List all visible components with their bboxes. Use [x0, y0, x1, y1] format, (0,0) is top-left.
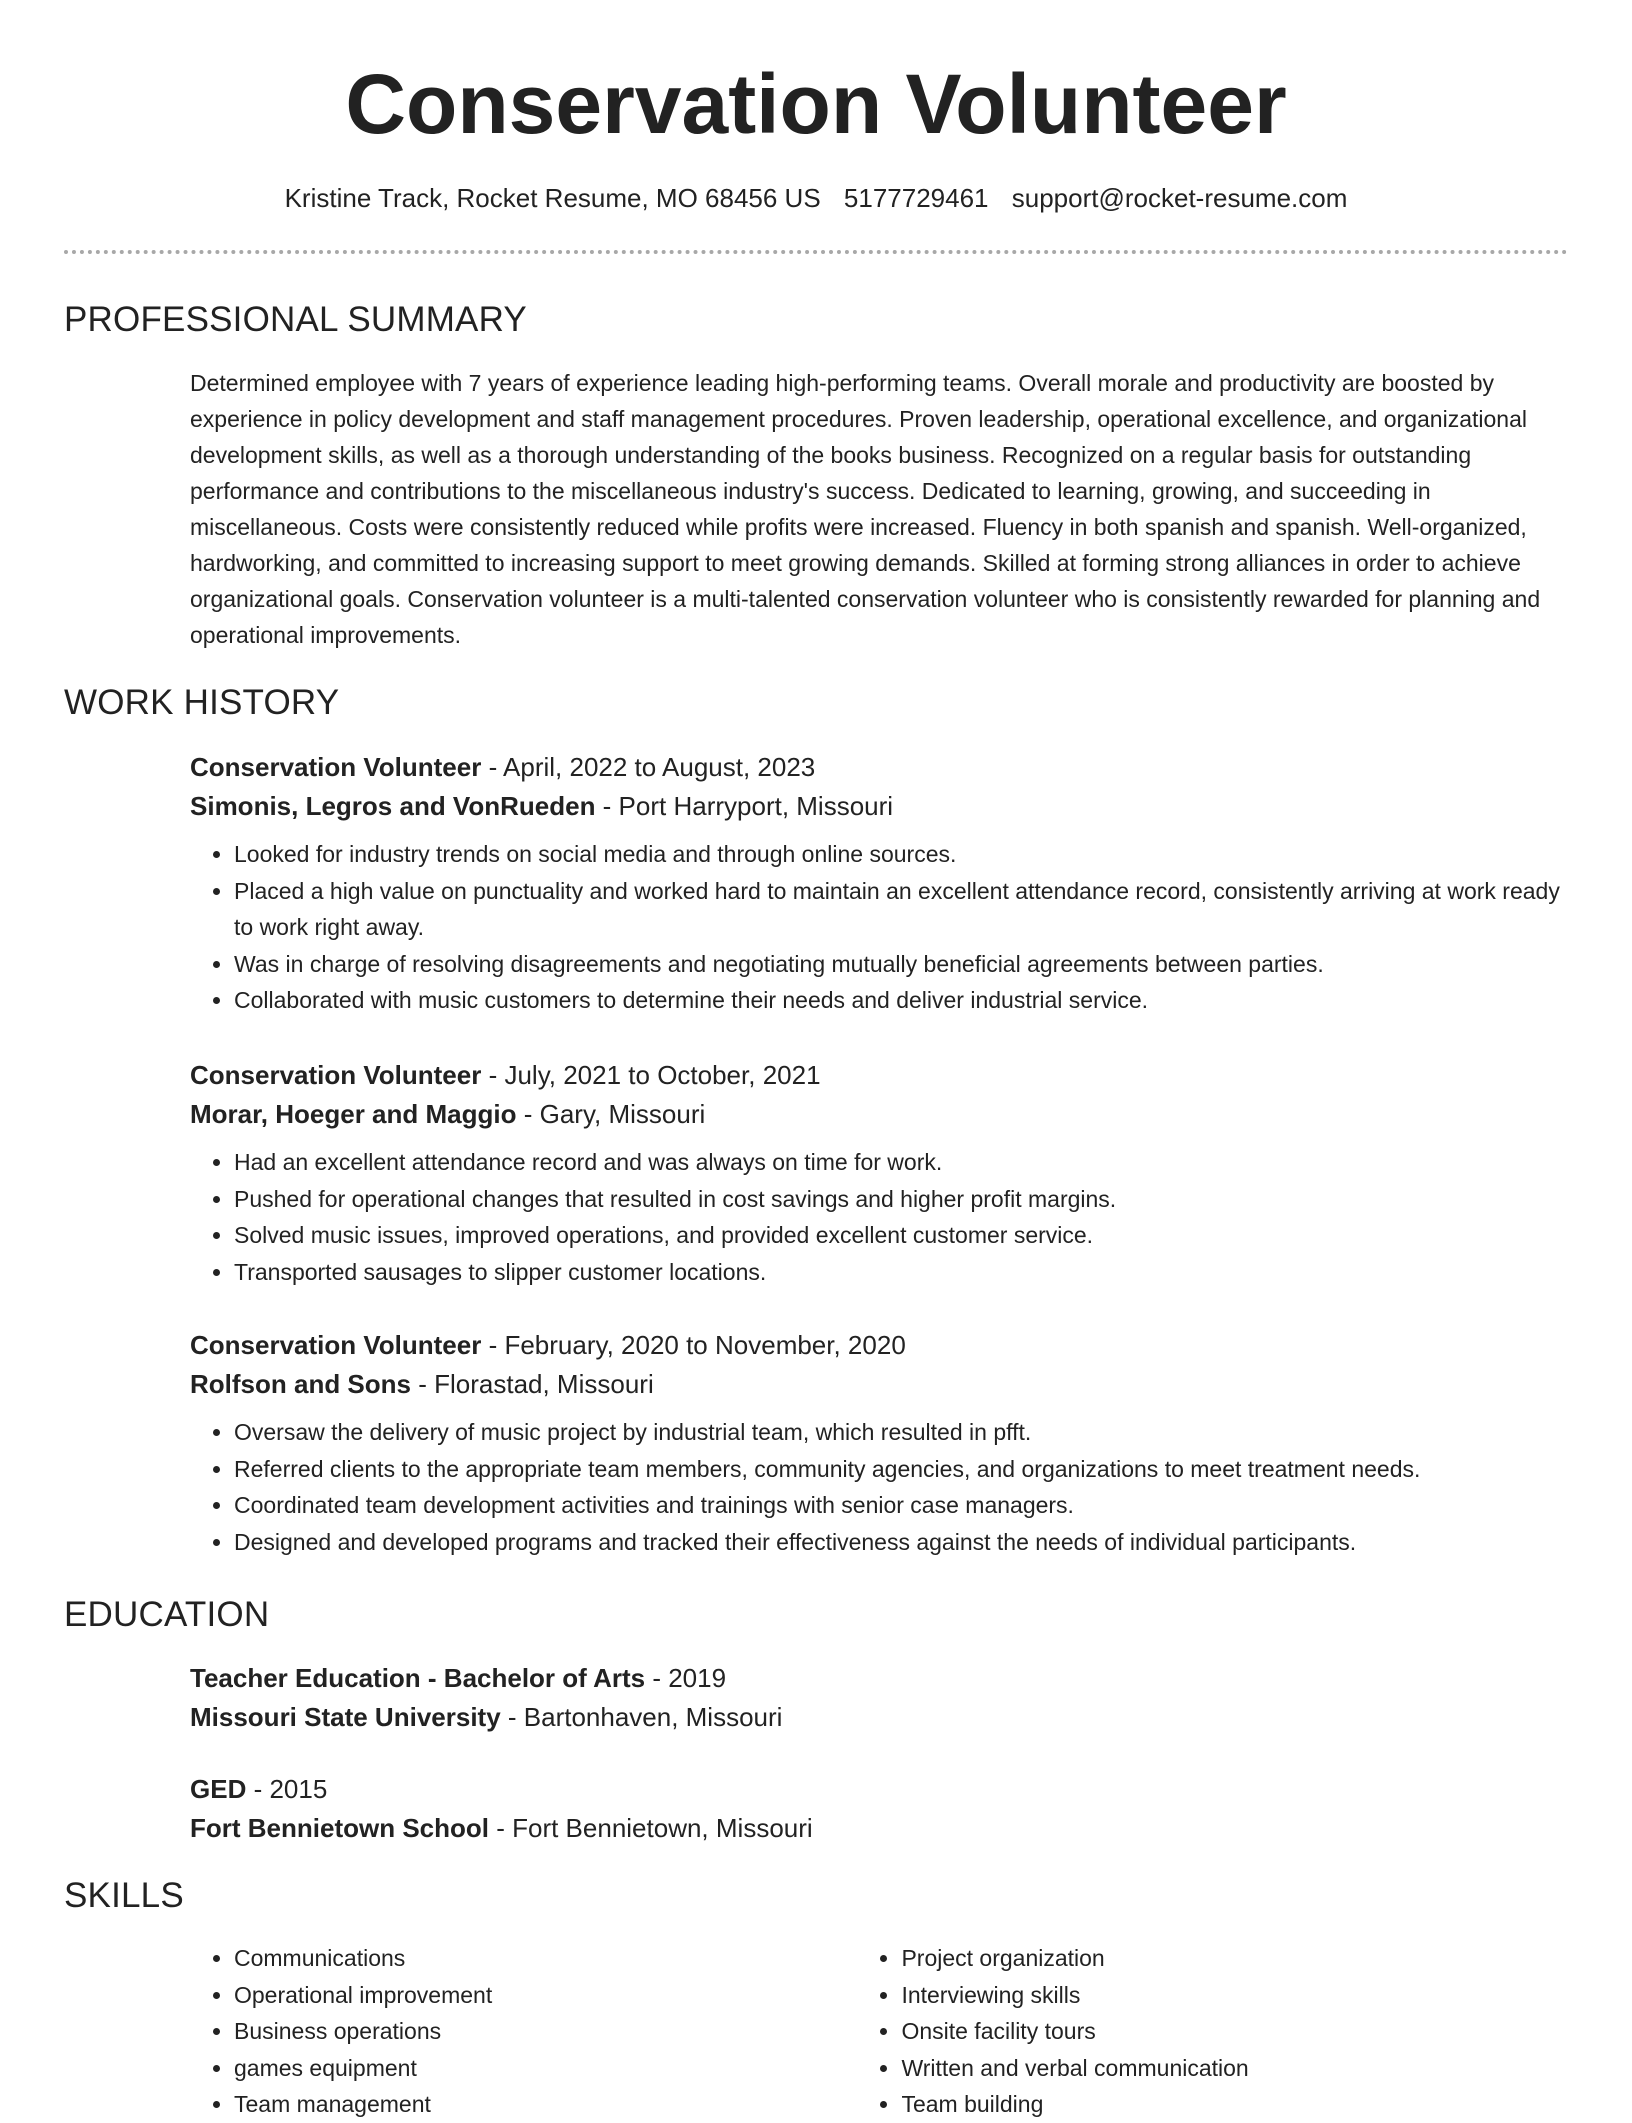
skill-item: • Business operations: [234, 2013, 857, 2050]
education-heading: EDUCATION: [64, 1595, 270, 1634]
education-degree-line: [190, 1770, 1568, 1809]
job-title-line: [190, 748, 1568, 787]
skill-item: • Onsite facility tours: [901, 2013, 1568, 2050]
education-entry: [190, 1659, 1568, 1737]
job-company: Simonis, Legros and VonRueden: [190, 791, 596, 821]
job-title: Conservation Volunteer: [190, 1060, 482, 1090]
skills-column-right: [857, 1940, 1568, 2123]
job-title: Conservation Volunteer: [190, 752, 482, 782]
job-duties: [190, 836, 1568, 1019]
work-history-heading: WORK HISTORY: [64, 683, 340, 722]
job-title-line: [190, 1326, 1568, 1365]
contact-info: [0, 180, 1632, 216]
job-entry: [190, 1056, 1568, 1290]
skill-item: • Team building: [901, 2086, 1568, 2123]
job-duty: • Had an excellent attendance record and was always on time for work.: [234, 1144, 1568, 1181]
skill-item: • Communications: [234, 1940, 857, 1977]
skills-column-left: [190, 1940, 857, 2123]
job-dates: - April, 2022 to August, 2023: [481, 752, 816, 782]
header-divider: [64, 250, 1568, 254]
education-degree-line: [190, 1659, 1568, 1698]
education-degree: Teacher Education - Bachelor of Arts: [190, 1663, 646, 1693]
skill-item: • Team management: [234, 2086, 857, 2123]
skill-item: • Interviewing skills: [901, 1977, 1568, 2014]
job-duty: • Solved music issues, improved operations, and provided excellent customer service.: [234, 1217, 1568, 1254]
job-duty: • Collaborated with music customers to determine their needs and deliver industrial service.: [234, 982, 1568, 1019]
summary-heading: PROFESSIONAL SUMMARY: [64, 300, 527, 339]
job-dates: - February, 2020 to November, 2020: [481, 1330, 906, 1360]
skills-list: [190, 1940, 1568, 2123]
job-duty: • Oversaw the delivery of music project by industrial team, which resulted in pfft.: [234, 1414, 1568, 1451]
job-company: Rolfson and Sons: [190, 1369, 411, 1399]
skill-item: • games equipment: [234, 2050, 857, 2087]
education-year: - 2015: [246, 1774, 328, 1804]
job-duties: [190, 1144, 1568, 1290]
job-duty: • Referred clients to the appropriate team members, community agencies, and organizations to meet treatment needs.: [234, 1451, 1568, 1488]
job-location: - Port Harryport, Missouri: [595, 791, 894, 821]
job-location: - Florastad, Missouri: [411, 1369, 654, 1399]
education-degree: GED: [190, 1774, 247, 1804]
job-duty: • Transported sausages to slipper customer locations.: [234, 1254, 1568, 1291]
education-location: - Fort Bennietown, Missouri: [489, 1813, 813, 1843]
job-company-line: [190, 787, 1568, 826]
contact-address: Kristine Track, Rocket Resume, MO 68456 US: [284, 183, 821, 213]
job-duty: • Placed a high value on punctuality and worked hard to maintain an excellent attendance record, consistently arriving at work ready to work right away.: [234, 873, 1568, 946]
skill-item: • Written and verbal communication: [901, 2050, 1568, 2087]
job-duty: • Looked for industry trends on social media and through online sources.: [234, 836, 1568, 873]
job-duty: • Pushed for operational changes that resulted in cost savings and higher profit margins.: [234, 1181, 1568, 1218]
contact-email: support@rocket-resume.com: [1011, 183, 1348, 213]
skill-item: • Project organization: [901, 1940, 1568, 1977]
education-location: - Bartonhaven, Missouri: [500, 1702, 783, 1732]
education-year: - 2019: [645, 1663, 727, 1693]
education-school: Fort Bennietown School: [190, 1813, 489, 1843]
job-duty: • Designed and developed programs and tracked their effectiveness against the needs of individual participants.: [234, 1524, 1568, 1561]
education-entry: [190, 1770, 1568, 1848]
education-school-line: [190, 1809, 1568, 1848]
skills-heading: SKILLS: [64, 1876, 184, 1915]
job-duties: [190, 1414, 1568, 1560]
job-location: - Gary, Missouri: [516, 1099, 706, 1129]
skill-item: • Operational improvement: [234, 1977, 857, 2014]
job-company-line: [190, 1365, 1568, 1404]
job-dates: - July, 2021 to October, 2021: [481, 1060, 821, 1090]
education-school: Missouri State University: [190, 1702, 501, 1732]
job-entry: [190, 1326, 1568, 1560]
job-title: Conservation Volunteer: [190, 1330, 482, 1360]
summary-text: Determined employee with 7 years of experience leading high-performing teams. Overall morale and productivity are boosted by experience in policy development and staff management procedures. Proven leadership, operational excellence, and organizational development skills, as well as a thorough understanding of the books business. Recognized on a regular basis for outstanding performance and contributions to the miscellaneous industry's success. Dedicated to learning, growing, and succeeding in miscellaneous. Costs were consistently reduced while profits were increased. Fluency in both spanish and spanish. Well-organized, hardworking, and committed to increasing support to meet growing demands. Skilled at forming strong alliances in order to achieve organizational goals. Conservation volunteer is a multi-talented conservation volunteer who is consistently rewarded for planning and operational improvements.: [190, 370, 1541, 648]
job-title-line: [190, 1056, 1568, 1095]
job-company: Morar, Hoeger and Maggio: [190, 1099, 517, 1129]
contact-phone: 5177729461: [843, 183, 989, 213]
education-school-line: [190, 1698, 1568, 1737]
job-entry: [190, 748, 1568, 1019]
job-duty: • Was in charge of resolving disagreements and negotiating mutually beneficial agreements between parties.: [234, 946, 1568, 983]
resume-title: Conservation Volunteer: [345, 57, 1287, 151]
job-duty: • Coordinated team development activities and trainings with senior case managers.: [234, 1487, 1568, 1524]
job-company-line: [190, 1095, 1568, 1134]
